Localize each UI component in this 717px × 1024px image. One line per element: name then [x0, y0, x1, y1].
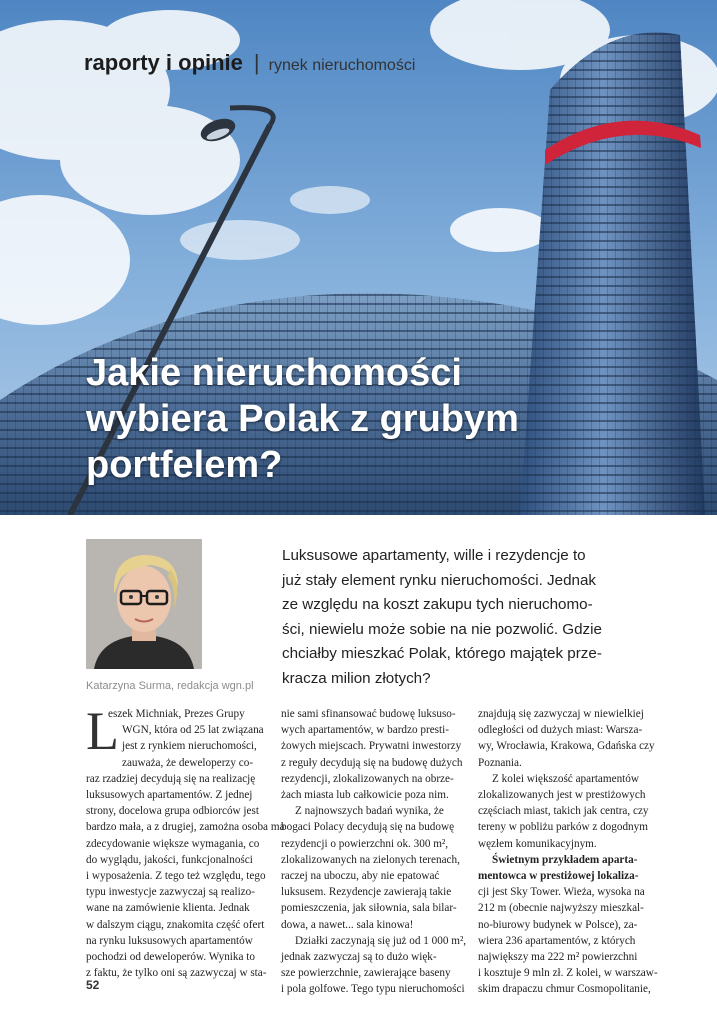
section-title: raporty i opinie — [84, 50, 243, 75]
headline-line: portfelem? — [86, 444, 283, 486]
text-line: Poznania. — [478, 756, 522, 769]
text-line: WGN, która od 25 lat związana — [122, 724, 264, 737]
text-line: no-biurowy budynek w Polsce), za- — [478, 918, 638, 931]
text-line: Działki zaczynają się już od 1 000 m², — [295, 934, 467, 947]
text-line: 212 m (obecnie najwyższy mieszkal- — [478, 902, 644, 915]
text-line: i kosztuje 9 mln zł. Z kolei, w warszaw- — [478, 967, 658, 980]
page-number: 52 — [86, 978, 100, 992]
lead-line: Luksusowe apartamenty, wille i rezydencje to — [282, 547, 586, 564]
subsection-title: rynek nieruchomości — [268, 57, 416, 74]
text-line: w dalszym ciągu, znakomita część ofert — [86, 918, 265, 931]
headline-line: Jakie nieruchomości — [86, 352, 462, 394]
text-line: raz rzadziej decydują się na realizację — [86, 772, 256, 785]
text-line: dowa, a nawet... sala kinowa! — [281, 918, 414, 931]
text-line: pochodzi od deweloperów. Wynika to — [86, 951, 255, 964]
text-line: węzłem komunikacyjnym. — [478, 837, 597, 850]
text-line: zdecydowanie większe wymagania, co — [86, 837, 260, 850]
text-line: nie sami sfinansować budowę luksuso- — [281, 708, 456, 720]
text-line: eszek Michniak, Prezes Grupy — [108, 708, 245, 720]
lead-line: chciałby mieszkać Polak, którego majątek prze- — [282, 645, 602, 662]
text-line: luksusowych apartamentów. Z jednej — [86, 789, 253, 802]
text-line: jest z rynkiem nieruchomości, — [122, 740, 257, 753]
text-line: Z kolei większość apartamentów — [492, 772, 639, 785]
text-line: jednak zazwyczaj są to dużo więk- — [281, 951, 437, 964]
text-line: sze powierzchnie, zawierające baseny — [281, 967, 451, 980]
section-header — [84, 50, 415, 76]
text-line: i pola golfowe. Tego typu nieruchomości — [281, 983, 465, 996]
text-line: rezydencji, zlokalizowanych na obrze- — [281, 772, 454, 785]
lead-line: ze względu na koszt zakupu tych nieruchomo- — [282, 596, 593, 613]
article-lead — [282, 544, 627, 691]
text-line: żowych miejscach. Prywatni inwestorzy — [281, 740, 462, 753]
text-line: wiera 236 apartamentów, z których — [478, 934, 636, 947]
text-line: z faktu, że tylko oni są zazwyczaj w sta- — [86, 967, 267, 980]
text-line: częściach miast, takich jak centra, czy — [478, 805, 649, 818]
text-line: wy, Wrocławia, Krakowa, Gdańska czy — [478, 740, 655, 753]
header-separator: | — [253, 50, 260, 75]
text-line: zlokalizowanych jest w prestiżowych — [478, 789, 646, 802]
author-photo — [86, 539, 202, 669]
text-column-2 — [281, 706, 467, 998]
lead-line: kracza milion złotych? — [282, 669, 431, 687]
lead-line: już stały element rynku nieruchomości. Jednak — [282, 571, 597, 589]
drop-cap: L — [86, 701, 119, 761]
text-line: tereny w pobliżu parków z dogodnym — [478, 821, 648, 834]
text-line: mentowca w prestiżowej lokaliza- — [478, 870, 639, 883]
photo-caption: Katarzyna Surma, redakcja wgn.pl — [86, 680, 254, 692]
text-line: zauważa, że deweloperzy co- — [122, 756, 254, 769]
text-line: rezydencji o powierzchni ok. 300 m², — [281, 837, 449, 850]
author-portrait — [86, 539, 202, 669]
text-line: odległości od dużych miast: Warsza- — [478, 724, 643, 737]
text-line: i wyposażenia. Z tego też względu, tego — [86, 870, 266, 883]
text-line: luksusem. Rezydencje zawierają takie — [281, 886, 452, 899]
text-line: skim drapaczu chmur Cosmopolitanie, — [478, 983, 651, 996]
text-line: zlokalizowanych na zielonych terenach, — [281, 853, 460, 866]
text-line: bardzo mała, a z drugiej, zamożna osoba ma — [86, 821, 285, 834]
text-line: Świetnym przykładem aparta- — [492, 853, 638, 866]
text-line: największy ma 222 m² powierzchni — [478, 951, 638, 964]
text-line: żach miasta lub całkowicie poza nim. — [281, 789, 449, 802]
text-column-1 — [86, 701, 285, 981]
text-line: bogaci Polacy decydują się na budowę — [281, 821, 455, 834]
text-line: Z najnowszych badań wynika, że — [295, 805, 444, 818]
headline-line: wybiera Polak z grubym — [86, 398, 519, 440]
text-line: na rynku luksusowych apartamentów — [86, 934, 253, 947]
text-line: wane na zamówienie klienta. Jednak — [86, 902, 250, 915]
text-line: do wyglądu, jakości, funkcjonalności — [86, 853, 253, 866]
text-line: wych apartamentów, w bardzo presti- — [281, 724, 449, 737]
text-line: raczej na uboczu, aby nie epatować — [281, 870, 440, 883]
text-line: znajdują się zazwyczaj w niewielkiej — [478, 708, 644, 720]
text-line: z reguły decydują się na budowę dużych — [281, 756, 463, 769]
text-line: pomieszczenia, jak siłownia, sala bilar- — [281, 902, 457, 915]
text-line: typu inwestycje zazwyczaj są realizo- — [86, 886, 255, 899]
article-headline — [86, 350, 606, 488]
text-line: cji jest Sky Tower. Wieża, wysoka na — [478, 886, 645, 899]
lead-line: ści, niewielu może sobie na nie pozwolić. Gdzie — [282, 620, 602, 638]
text-line: strony, docelowa grupa odbiorców jest — [86, 805, 259, 818]
text-column-3 — [478, 706, 658, 998]
